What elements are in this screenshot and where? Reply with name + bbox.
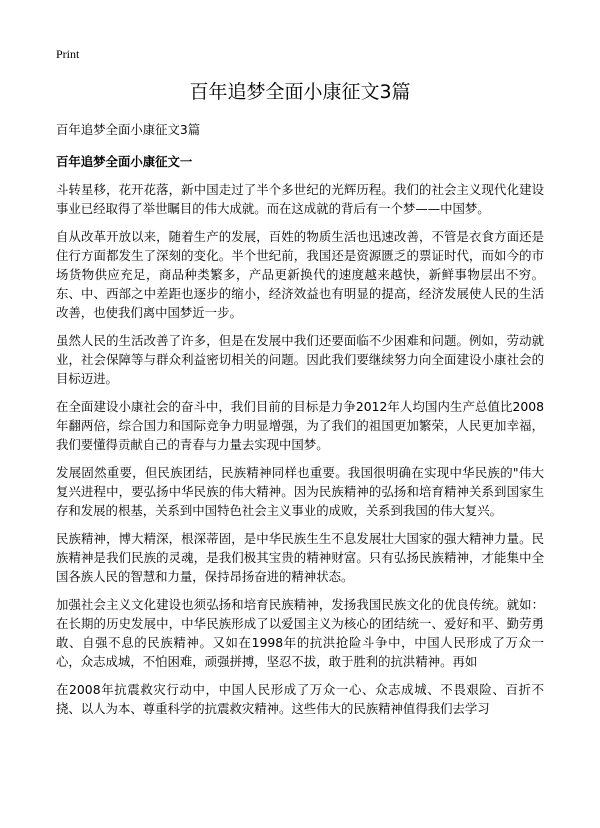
section-heading: 百年追梦全面小康征文一 xyxy=(56,154,193,169)
paragraph-2: 自从改革开放以来，随着生产的发展，百姓的物质生活也迅速改善，不管是衣食方面还是住行方面都发生了深刻的变化。半个世纪前，我国还是资源匮乏的票证时代，而如今的市场货物供应充足，商品种类繁多，产品更新换代的速度越来越快，新鲜事物层出不穷。东、中、西部之中差距也逐步的缩小，经济效益也有明显的提高，经济发展使人民的生活改善，也使我们离中国梦近一步。 xyxy=(56,229,544,320)
paragraph-7: 加强社会主义文化建设也须弘扬和培育民族精神，发扬我国民族文化的优良传统。就如：在长期的历史发展中，中华民族形成了以爱国主义为核心的团结统一、爱好和平、勤劳勇敢、自强不息的民族精神。又如在1998年的抗洪抢险斗争中，中国人民形成了万众一心，众志成城，不怕困难，顽强拼搏，坚忍不拔，敢于胜利的抗洪精神。再如 xyxy=(56,597,544,669)
paragraph-8: 在2008年抗震救灾行动中，中国人民形成了万众一心、众志成城、不畏艰险、百折不挠、以人为本、尊重科学的抗震救灾精神。这些伟大的民族精神值得我们去学习 xyxy=(56,682,544,716)
print-link[interactable]: Print xyxy=(56,47,80,61)
paragraph-4: 在全面建设小康社会的奋斗中，我们目前的目标是力争2012年人均国内生产总值比2008年翻两倍，综合国力和国际竞争力明显增强，为了我们的祖国更加繁荣，人民更加幸福，我们要懂得贡献自己的青春与力量去实现中国梦。 xyxy=(56,399,544,452)
paragraph-6: 民族精神，博大精深，根深蒂固，是中华民族生生不息发展壮大国家的强大精神力量。民族精神是我们民族的灵魂，是我们极其宝贵的精神财富。只有弘扬民族精神，才能集中全国各族人民的智慧和力量，保持昂扬奋进的精神状态。 xyxy=(56,531,544,584)
document-subtitle: 百年追梦全面小康征文3篇 xyxy=(56,122,201,137)
paragraph-1: 斗转星移，花开花落，新中国走过了半个多世纪的光辉历程。我们的社会主义现代化建设事业已经取得了举世瞩目的伟大成就。而在这成就的背后有一个梦——中国梦。 xyxy=(56,182,544,216)
document-title: 百年追梦全面小康征文3篇 xyxy=(189,81,411,103)
paragraph-3: 虽然人民的生活改善了许多，但是在发展中我们还要面临不少困难和问题。例如，劳动就业，社会保障等与群众利益密切相关的问题。因此我们要继续努力向全面建设小康社会的目标迈进。 xyxy=(56,333,544,386)
document-body xyxy=(56,120,544,727)
paragraph-5: 发展固然重要，但民族团结，民族精神同样也重要。我国很明确在实现中华民族的"伟大复兴进程中，要弘扬中华民族的伟大精神。因为民族精神的弘扬和培育精神关系到国家生存和发展的根基，关系到中国特色社会主义事业的成败，关系到我国的伟大复兴。 xyxy=(56,465,544,518)
